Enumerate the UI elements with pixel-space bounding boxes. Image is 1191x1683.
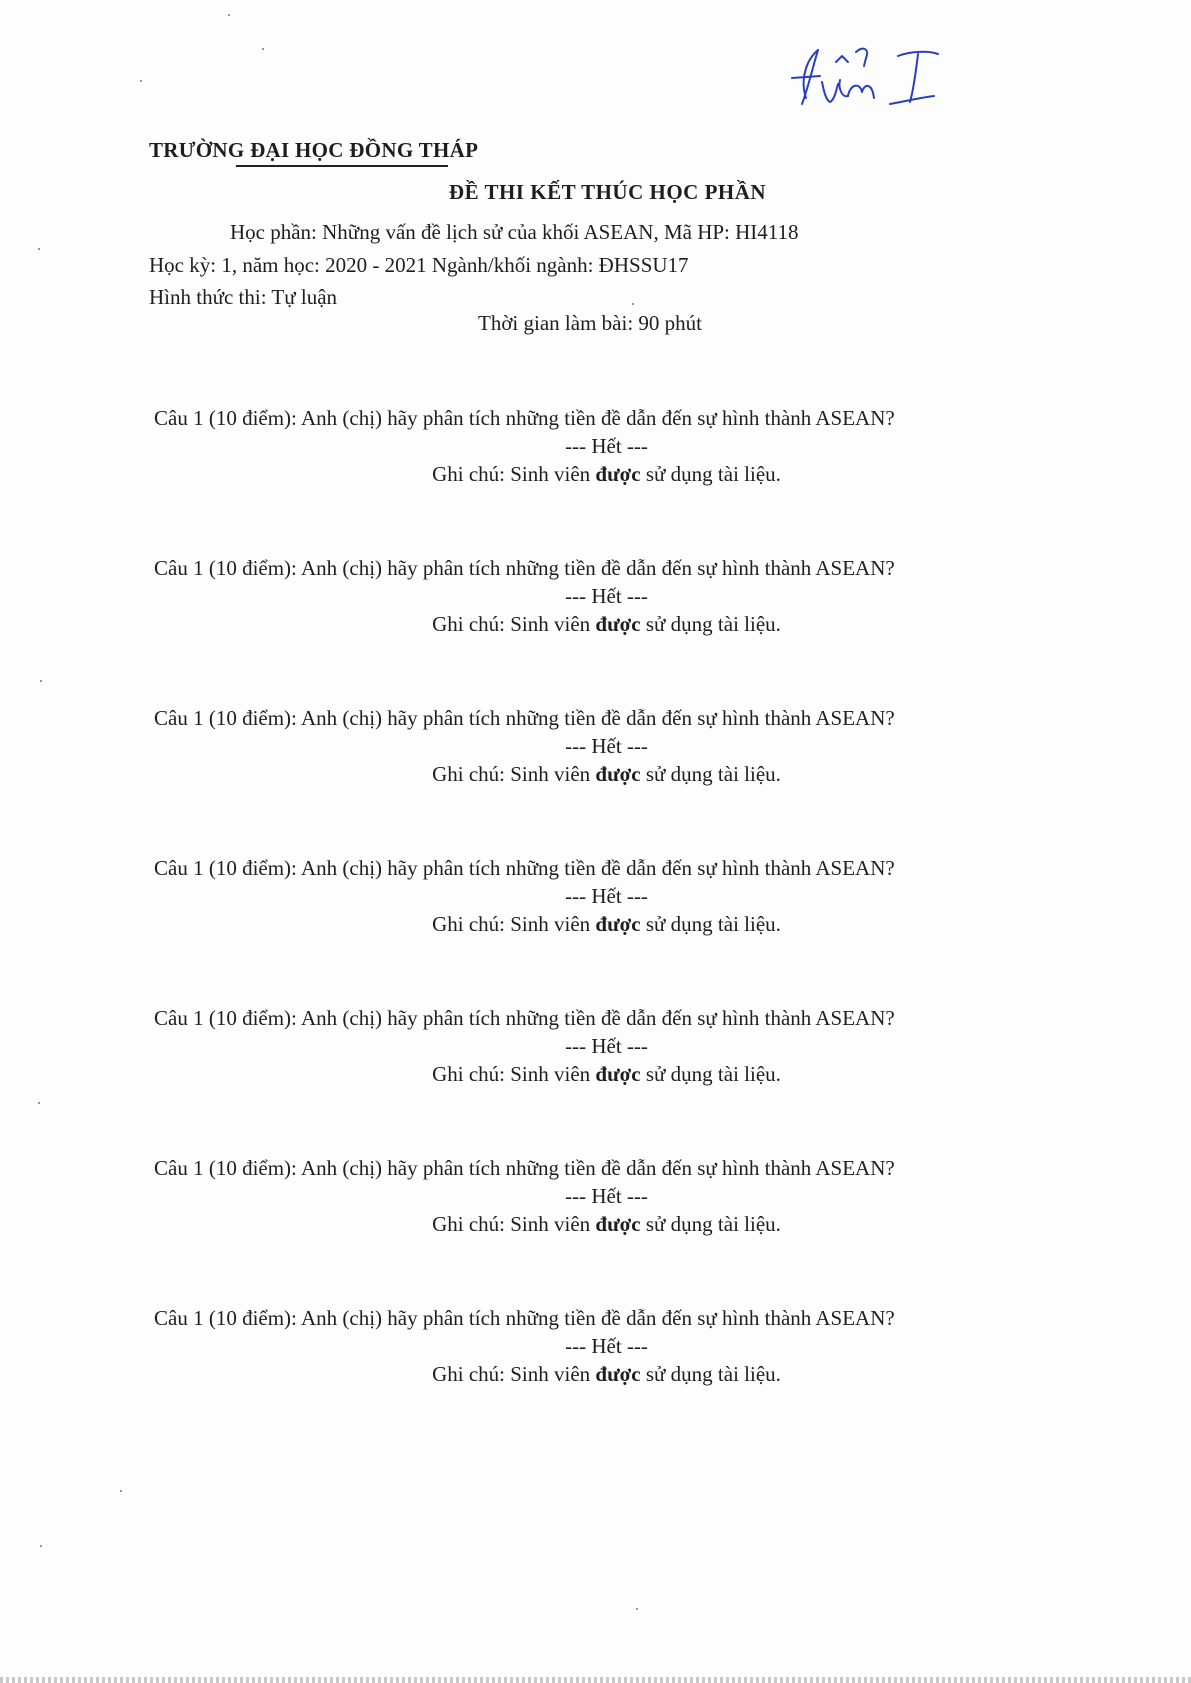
note-emphasis: được <box>595 1212 641 1236</box>
note-prefix: Ghi chú: Sinh viên <box>432 1062 596 1086</box>
exam-note <box>0 1062 1191 1087</box>
question-text: Câu 1 (10 điểm): Anh (chị) hãy phân tích những tiền đề dẫn đến sự hình thành ASEAN? <box>154 706 895 730</box>
end-marker: --- Hết --- <box>565 884 648 908</box>
note-emphasis: được <box>595 1062 641 1086</box>
note-emphasis: được <box>595 1362 641 1386</box>
note-suffix: sử dụng tài liệu. <box>640 762 781 786</box>
exam-note <box>0 762 1191 787</box>
exam-note <box>0 612 1191 637</box>
end-marker: --- Hết --- <box>565 1184 648 1208</box>
end-marker: --- Hết --- <box>565 584 648 608</box>
semester-info: Học kỳ: 1, năm học: 2020 - 2021 Ngành/khối ngành: ĐHSSU17 <box>149 253 689 277</box>
scan-bottom-edge <box>0 1677 1191 1683</box>
note-prefix: Ghi chú: Sinh viên <box>432 1362 596 1386</box>
note-prefix: Ghi chú: Sinh viên <box>432 1212 596 1236</box>
question-text: Câu 1 (10 điểm): Anh (chị) hãy phân tích những tiền đề dẫn đến sự hình thành ASEAN? <box>154 556 895 580</box>
question-text: Câu 1 (10 điểm): Anh (chị) hãy phân tích những tiền đề dẫn đến sự hình thành ASEAN? <box>154 1306 895 1330</box>
scan-speck <box>40 680 42 682</box>
note-suffix: sử dụng tài liệu. <box>640 1212 781 1236</box>
school-underline <box>236 165 448 167</box>
exam-title: ĐỀ THI KẾT THÚC HỌC PHẦN <box>448 180 767 204</box>
scan-speck <box>38 248 40 250</box>
scan-speck <box>38 1102 40 1104</box>
note-emphasis: được <box>595 612 641 636</box>
end-marker: --- Hết --- <box>565 1334 648 1358</box>
question-text: Câu 1 (10 điểm): Anh (chị) hãy phân tích những tiền đề dẫn đến sự hình thành ASEAN? <box>154 1006 895 1030</box>
note-suffix: sử dụng tài liệu. <box>640 1062 781 1086</box>
scan-speck <box>262 48 264 50</box>
end-marker: --- Hết --- <box>565 734 648 758</box>
exam-note <box>0 1212 1191 1237</box>
scan-speck <box>636 1608 638 1610</box>
question-text: Câu 1 (10 điểm): Anh (chị) hãy phân tích những tiền đề dẫn đến sự hình thành ASEAN? <box>154 856 895 880</box>
end-marker: --- Hết --- <box>565 434 648 458</box>
question-text: Câu 1 (10 điểm): Anh (chị) hãy phân tích những tiền đề dẫn đến sự hình thành ASEAN? <box>154 1156 895 1180</box>
note-emphasis: được <box>595 912 641 936</box>
note-prefix: Ghi chú: Sinh viên <box>432 612 596 636</box>
question-text: Câu 1 (10 điểm): Anh (chị) hãy phân tích những tiền đề dẫn đến sự hình thành ASEAN? <box>154 406 895 430</box>
note-suffix: sử dụng tài liệu. <box>640 462 781 486</box>
exam-form: Hình thức thi: Tự luận <box>149 285 338 309</box>
note-suffix: sử dụng tài liệu. <box>640 912 781 936</box>
exam-note <box>0 462 1191 487</box>
scan-speck <box>228 14 230 16</box>
scan-speck <box>140 80 142 82</box>
note-emphasis: được <box>595 462 641 486</box>
course-info: Học phần: Những vấn đề lịch sử của khối ASEAN, Mã HP: HI4118 <box>230 220 799 244</box>
exam-duration: Thời gian làm bài: 90 phút <box>478 311 702 335</box>
note-prefix: Ghi chú: Sinh viên <box>432 912 596 936</box>
scan-speck <box>120 1490 122 1492</box>
note-suffix: sử dụng tài liệu. <box>640 1362 781 1386</box>
note-prefix: Ghi chú: Sinh viên <box>432 762 596 786</box>
end-marker: --- Hết --- <box>565 1034 648 1058</box>
school-name: TRƯỜNG ĐẠI HỌC ĐỒNG THÁP <box>149 138 479 162</box>
note-prefix: Ghi chú: Sinh viên <box>432 462 596 486</box>
handwritten-score-mark <box>778 40 968 120</box>
note-emphasis: được <box>595 762 641 786</box>
exam-note <box>0 912 1191 937</box>
note-suffix: sử dụng tài liệu. <box>640 612 781 636</box>
scan-speck <box>40 1545 42 1547</box>
exam-note <box>0 1362 1191 1387</box>
scan-speck <box>632 303 634 305</box>
